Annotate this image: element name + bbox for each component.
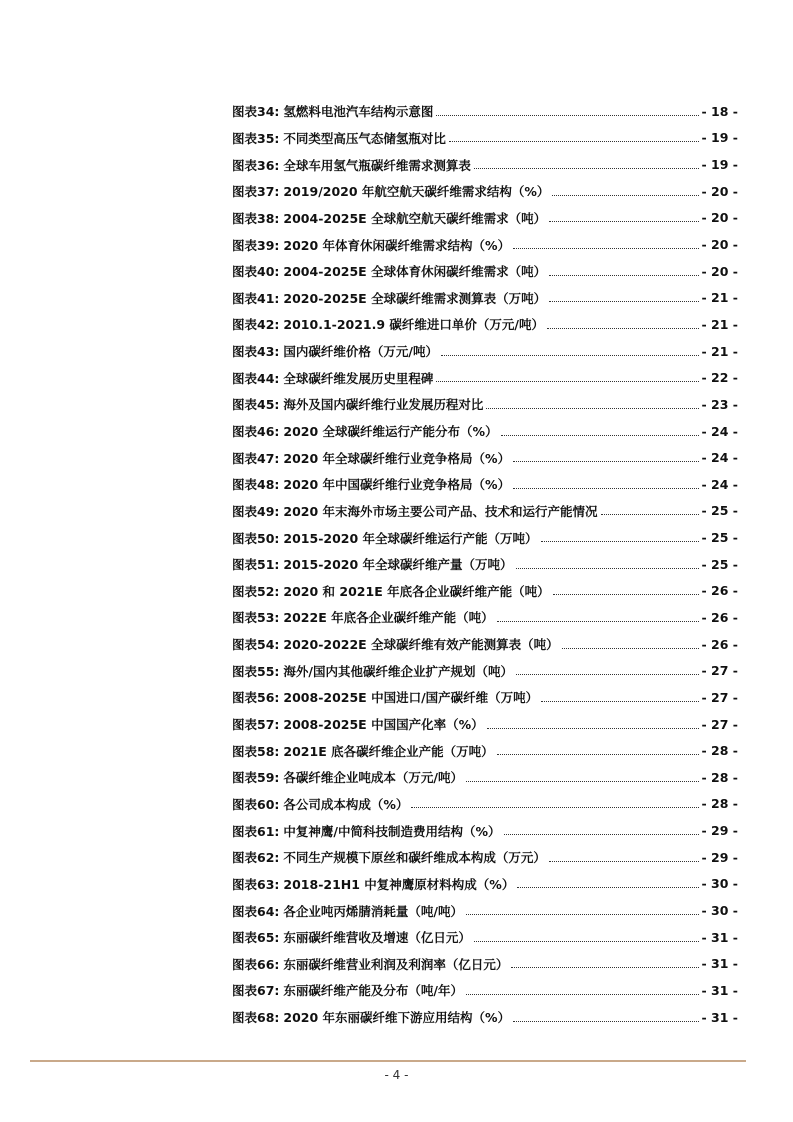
figure-title: 东丽碳纤维营业利润及利润率（亿日元） [283,956,509,972]
dot-leader [541,701,698,702]
toc-entry[interactable] [232,578,738,605]
figure-number: 图表62: [232,850,280,866]
dot-leader [487,728,699,729]
toc-entry[interactable] [232,897,738,924]
dot-leader [466,781,699,782]
figure-number: 图表39: [232,237,280,253]
page-reference: - 20 - [701,183,738,199]
dot-leader [549,275,698,276]
page-reference: - 21 - [701,343,738,359]
toc-entry[interactable] [232,844,738,871]
figure-title: 全球车用氢气瓶碳纤维需求测算表 [283,157,471,173]
toc-entry[interactable] [232,498,738,525]
figure-title: 全球碳纤维发展历史里程碑 [283,370,434,386]
toc-entry[interactable] [232,737,738,764]
figure-title: 2018-21H1 中复神鹰原材料构成（%） [283,876,515,892]
page-reference: - 21 - [701,316,738,332]
figure-title: 2020 年东丽碳纤维下游应用结构（%） [283,1010,511,1026]
toc-entry[interactable] [232,364,738,391]
page-number: - 4 - [384,1068,409,1082]
figure-number: 图表47: [232,450,280,466]
figure-title: 2020 年中国碳纤维行业竞争格局（%） [283,477,511,493]
figure-title: 2020 年体育休闲碳纤维需求结构（%） [283,237,511,253]
page-reference: - 29 - [701,823,738,839]
figure-title: 各碳纤维企业吨成本（万元/吨） [283,770,463,786]
page-reference: - 27 - [701,689,738,705]
figure-number: 图表61: [232,823,280,839]
toc-entry[interactable] [232,524,738,551]
figure-number: 图表64: [232,903,280,919]
dot-leader [513,248,698,249]
toc-entry[interactable] [232,977,738,1004]
page-reference: - 27 - [701,716,738,732]
figure-number: 图表46: [232,424,280,439]
page-reference: - 24 - [701,476,738,492]
toc-entry[interactable] [232,258,738,285]
page-reference: - 31 - [701,929,738,945]
dot-leader [517,887,698,888]
toc-entry[interactable] [232,178,738,205]
figure-title: 2004-2025E 全球体育休闲碳纤维需求（吨） [283,264,547,280]
figure-number: 图表37: [232,184,280,200]
toc-entry[interactable] [232,764,738,791]
figure-title: 2022E 年底各企业碳纤维产能（吨） [283,610,494,626]
page-reference: - 22 - [701,370,738,386]
toc-entry[interactable] [232,284,738,311]
dot-leader [436,381,698,382]
page-reference: - 25 - [701,530,738,546]
page-reference: - 31 - [701,956,738,972]
figure-number: 图表55: [232,663,280,679]
toc-entry[interactable] [232,657,738,684]
figure-number: 图表52: [232,583,280,599]
page-reference: - 21 - [701,290,738,306]
page-reference: - 28 - [701,796,738,812]
dot-leader [497,621,699,622]
dot-leader [513,461,698,462]
figure-title: 2015-2020 年全球碳纤维运行产能（万吨） [283,530,538,546]
figure-title: 2020 和 2021E 年底各企业碳纤维产能（吨） [283,583,550,599]
figure-number: 图表67: [232,983,280,999]
figure-title: 国内碳纤维价格（万元/吨） [283,344,438,360]
toc-entry[interactable] [232,231,738,258]
dot-leader [516,674,699,675]
figure-number: 图表59: [232,770,280,786]
toc-entry[interactable] [232,418,738,445]
toc-entry[interactable] [232,391,738,418]
toc-entry[interactable] [232,551,738,578]
page-reference: - 26 - [701,609,738,625]
figure-number: 图表53: [232,610,280,626]
dot-leader [504,834,699,835]
figure-title: 2020 年末海外市场主要公司产品、技术和运行产能情况 [283,503,598,519]
figure-title: 2021E 底各碳纤维企业产能（万吨） [283,743,494,759]
page-reference: - 26 - [701,636,738,652]
dot-leader [486,408,698,409]
figure-number: 图表50: [232,530,280,546]
figure-title: 2008-2025E 中国进口/国产碳纤维（万吨） [283,690,539,706]
toc-entry[interactable] [232,125,738,152]
page-reference: - 27 - [701,663,738,679]
dot-leader [466,914,699,915]
figure-number: 图表44: [232,370,280,386]
dot-leader [441,355,699,356]
page-reference: - 30 - [701,903,738,919]
figure-title: 2020-2025E 全球碳纤维需求测算表（万吨） [283,290,547,306]
figure-title: 2015-2020 年全球碳纤维产量（万吨） [283,557,513,573]
figure-title: 中复神鹰/中简科技制造费用结构（%） [283,823,501,839]
dot-leader [549,221,698,222]
dot-leader [516,568,699,569]
figure-title: 2020 年全球碳纤维行业竞争格局（%） [283,450,511,466]
dot-leader [466,994,699,995]
page-reference: - 26 - [701,583,738,599]
toc-entry[interactable] [232,471,738,498]
page-reference: - 19 - [701,130,738,146]
figure-number: 图表43: [232,344,280,360]
toc-entry[interactable] [232,924,738,951]
figure-number: 图表60: [232,796,280,812]
figure-title: 2020 全球碳纤维运行产能分布（%） [283,424,498,439]
figure-title: 2004-2025E 全球航空航天碳纤维需求（吨） [283,210,547,226]
page-reference: - 20 - [701,237,738,253]
figure-number: 图表45: [232,397,280,413]
toc-entry[interactable] [232,151,738,178]
figure-title: 不同类型高压气态储氢瓶对比 [283,130,446,146]
figure-number: 图表34: [232,104,280,120]
figure-number: 图表68: [232,1010,280,1026]
dot-leader [549,861,699,862]
toc-entry[interactable] [232,98,738,125]
figure-number: 图表58: [232,743,280,759]
dot-leader [541,541,699,542]
figure-title: 不同生产规模下原丝和碳纤维成本构成（万元） [283,850,546,866]
dot-leader [497,754,699,755]
figure-number: 图表65: [232,930,280,946]
dot-leader [474,168,699,169]
figure-number: 图表57: [232,717,280,733]
toc-entry[interactable] [232,1004,738,1031]
toc-entry[interactable] [232,951,738,978]
dot-leader [513,1021,698,1022]
dot-leader [549,301,698,302]
toc-entry[interactable] [232,817,738,844]
toc-entry[interactable] [232,711,738,738]
figure-number: 图表35: [232,130,280,146]
page-reference: - 23 - [701,396,738,412]
figure-number: 图表36: [232,157,280,173]
page-reference: - 28 - [701,769,738,785]
toc-entry[interactable] [232,791,738,818]
figure-number: 图表49: [232,503,280,519]
figure-number: 图表48: [232,477,280,493]
table-of-figures [232,98,738,1030]
dot-leader [449,141,699,142]
dot-leader [601,514,699,515]
page-reference: - 31 - [701,982,738,998]
figure-title: 各公司成本构成（%） [283,796,409,812]
figure-title: 氢燃料电池汽车结构示意图 [283,104,434,120]
toc-entry[interactable] [232,631,738,658]
page-reference: - 28 - [701,743,738,759]
dot-leader [511,967,698,968]
page-reference: - 25 - [701,503,738,519]
figure-title: 2008-2025E 中国国产化率（%） [283,717,484,733]
page-reference: - 25 - [701,556,738,572]
toc-entry[interactable] [232,604,738,631]
page-reference: - 20 - [701,263,738,279]
page-reference: - 30 - [701,876,738,892]
figure-number: 图表40: [232,264,280,280]
toc-entry[interactable] [232,338,738,365]
figure-number: 图表51: [232,557,280,573]
dot-leader [436,115,698,116]
dot-leader [411,807,698,808]
page-reference: - 24 - [701,423,738,439]
dot-leader [474,941,699,942]
figure-number: 图表63: [232,876,280,892]
figure-number: 图表56: [232,690,280,706]
figure-number: 图表42: [232,317,280,333]
figure-number: 图表66: [232,956,280,972]
page-reference: - 18 - [701,103,738,119]
dot-leader [513,488,698,489]
dot-leader [562,648,699,649]
page-reference: - 20 - [701,210,738,226]
toc-entry[interactable] [232,444,738,471]
toc-entry[interactable] [232,684,738,711]
figure-number: 图表38: [232,210,280,226]
toc-entry[interactable] [232,871,738,898]
toc-entry[interactable] [232,311,738,338]
toc-entry[interactable] [232,205,738,232]
figure-title: 东丽碳纤维产能及分布（吨/年） [283,983,463,999]
footer-divider [30,1060,746,1062]
page-reference: - 24 - [701,450,738,466]
dot-leader [552,195,698,196]
page-reference: - 31 - [701,1009,738,1025]
page-reference: - 19 - [701,157,738,173]
dot-leader [501,435,699,436]
figure-number: 图表41: [232,290,280,306]
dot-leader [547,328,699,329]
figure-title: 2010.1-2021.9 碳纤维进口单价（万元/吨） [283,317,544,333]
figure-title: 2019/2020 年航空航天碳纤维需求结构（%） [283,184,550,200]
figure-title: 东丽碳纤维营收及增速（亿日元） [283,930,471,946]
figure-title: 海外及国内碳纤维行业发展历程对比 [283,397,484,413]
figure-title: 2020-2022E 全球碳纤维有效产能测算表（吨） [283,637,559,653]
figure-title: 海外/国内其他碳纤维企业扩产规划（吨） [283,663,513,679]
figure-title: 各企业吨丙烯腈消耗量（吨/吨） [283,903,463,919]
figure-number: 图表54: [232,637,280,653]
page-reference: - 29 - [701,849,738,865]
dot-leader [553,594,699,595]
